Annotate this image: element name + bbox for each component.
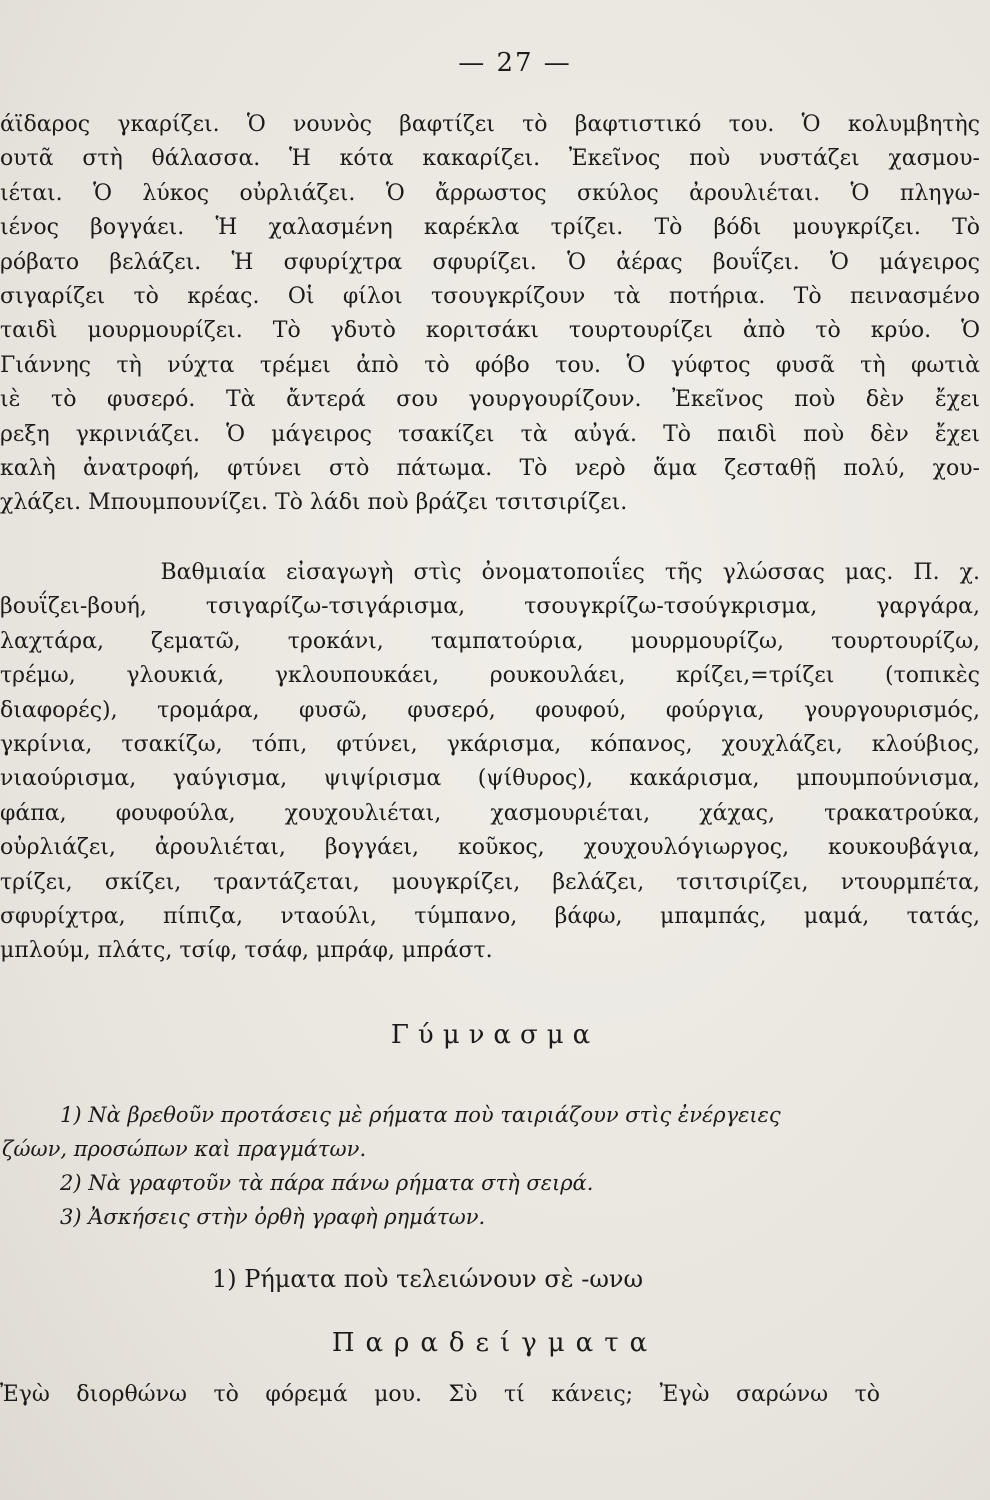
paragraph-onomatopoeia-sentences (0, 108, 980, 521)
text-line: ιένος βογγάει. Ἡ χαλασμένη καρέκλα τρίζει. Τὸ βόδι μουγκρίζει. Τὸ (0, 215, 980, 241)
text-line: Γιάννης τὴ νύχτα τρέμει ἀπὸ τὸ φόβο του. Ὁ γύφτος φυσᾶ τὴ φωτιὰ (0, 352, 980, 378)
text-line: τρέμω, γλουκιά, γκλουπουκάει, ρουκουλάει, κρίζει,=τρίζει (τοπικὲς (0, 663, 980, 689)
example-text (0, 1378, 880, 1412)
text-line: ρεξη γκρινιάζει. Ὁ μάγειρος τσακίζει τὰ αὐγά. Τὸ παιδὶ ποὺ δὲν ἔχει (0, 421, 980, 447)
text-line: μπλούμ, πλάτς, τσίφ, τσάφ, μπράφ, μπράστ. (0, 938, 493, 964)
text-line: λαχτάρα, ζεματῶ, τροκάνι, ταμπατούρια, μουρμουρίζω, τουρτουρίζω, (0, 628, 980, 654)
text-line: σφυρίχτρα, πίπιζα, νταούλι, τύμπανο, βάφω, μπαμπάς, μαμά, τατάς, (0, 904, 980, 930)
exercise-item: 1) Νὰ βρεθοῦν προτάσεις μὲ ρήματα ποὺ ταιριάζουν στὶς ἐνέργειες (60, 1103, 781, 1127)
paragraph-word-list (0, 556, 980, 969)
text-line: διαφορές), τρομάρα, φυσῶ, φυσερό, φουφού, φούργια, γουργουρισμός, (0, 697, 980, 723)
text-line: Βαθμιαία εἰσαγωγὴ στὶς ὀνοματοποιΐες τῆς γλώσσας μας. Π. χ. (0, 560, 980, 585)
exercise-item: 3) Ἀσκήσεις στὴν ὀρθὴ γραφὴ ρημάτων. (60, 1205, 486, 1229)
text-line: χλάζει. Μπουμπουνίζει. Τὸ λάδι ποὺ βράζει τσιτσιρίζει. (0, 490, 628, 516)
text-line: άϊδαρος γκαρίζει. Ὁ νουνὸς βαφτίζει τὸ βαφτιστικό του. Ὁ κολυμβητὴς (0, 112, 980, 137)
text-line: Ἐγὼ διορθώνω τὸ φόρεμά μου. Σὺ τί κάνεις; Ἐγὼ σαρώνω τὸ (0, 1382, 880, 1407)
text-line: ρόβατο βελάζει. Ἡ σφυρίχτρα σφυρίζει. Ὁ ἀέρας βουΐζει. Ὁ μάγειρος (0, 249, 980, 275)
text-line: ιὲ τὸ φυσερό. Τὰ ἄντερά σου γουργουρίζουν. Ἐκεῖνος ποὺ δὲν ἔχει (0, 387, 980, 413)
text-line: ταιδὶ μουρμουρίζει. Τὸ γδυτὸ κοριτσάκι τουρτουρίζει ἀπὸ τὸ κρύο. Ὁ (0, 318, 980, 344)
exercise-item-continuation: ζώων, προσώπων καὶ πραγμάτων. (2, 1137, 367, 1161)
text-line: νιαούρισμα, γαύγισμα, ψιψίρισμα (ψίθυρος), κακάρισμα, μπουμπούνισμα, (0, 766, 980, 792)
text-line: καλὴ ἀνατροφή, φτύνει στὸ πάτωμα. Τὸ νερὸ ἅμα ζεσταθῇ πολύ, χου- (0, 456, 980, 482)
section-title-paradeigmata: Παραδείγματα (331, 1328, 659, 1358)
page-number: — 27 — (458, 48, 572, 78)
exercise-item: 2) Νὰ γραφτοῦν τὰ πάρα πάνω ρήματα στὴ σειρά. (60, 1171, 594, 1195)
text-line: τρίζει, σκίζει, τραντάζεται, μουγκρίζει, βελάζει, τσιτσιρίζει, ντουρμπέτα, (0, 869, 980, 895)
text-line: οὐρλιάζει, ἀρουλιέται, βογγάει, κοῦκος, χουχουλόγιωργος, κουκουβάγια, (0, 835, 980, 861)
exercise-list (2, 1098, 880, 1234)
text-line: φάπα, φουφούλα, χουχουλιέται, χασμουριέται, χάχας, τρακατρούκα, (0, 800, 980, 826)
text-line: βουΐζει-βουή, τσιγαρίζω-τσιγάρισμα, τσουγκρίζω-τσούγκρισμα, γαργάρα, (0, 594, 980, 620)
section-title-gymnasma: Γύμνασμα (390, 1020, 600, 1050)
text-line: ουτᾶ στὴ θάλασσα. Ἡ κότα κακαρίζει. Ἐκεῖνος ποὺ νυστάζει χασμου- (0, 146, 980, 172)
subheading-verbs-ending: 1) Ρήματα ποὺ τελειώνουν σὲ -ωνω (212, 1265, 644, 1293)
text-line: γκρίνια, τσακίζω, τόπι, φτύνει, γκάρισμα, κόπανος, χουχλάζει, κλούβιος, (0, 732, 980, 758)
text-line: σιγαρίζει τὸ κρέας. Οἱ φίλοι τσουγκρίζουν τὰ ποτήρια. Τὸ πεινασμένο (0, 284, 980, 310)
text-line: ιέται. Ὁ λύκος οὐρλιάζει. Ὁ ἄρρωστος σκύλος ἀρουλιέται. Ὁ πληγω- (0, 180, 980, 206)
